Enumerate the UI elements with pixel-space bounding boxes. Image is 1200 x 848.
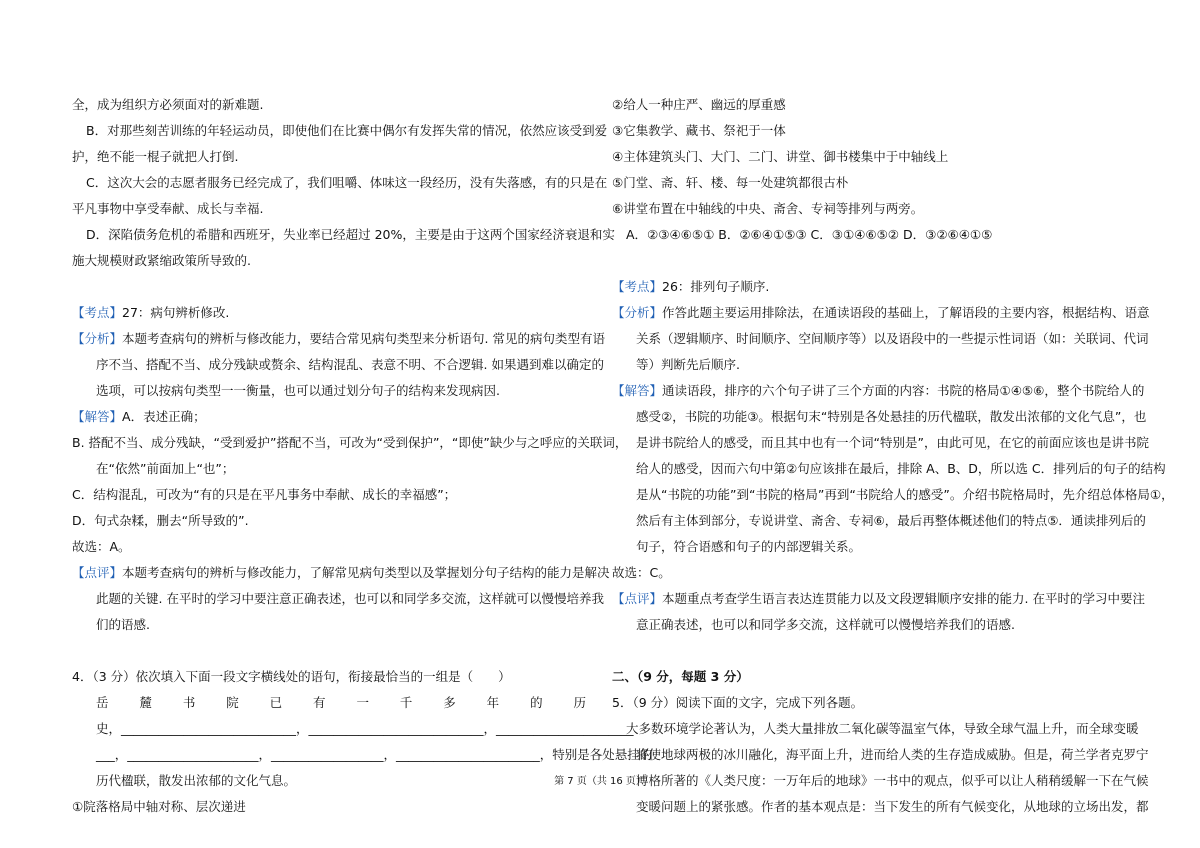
- kaodian-line: [72, 300, 592, 326]
- kaodian-text: 26：排列句子顺序.: [662, 279, 770, 294]
- question-4-stem: 4．（3 分）依次填入下面一段文字横线处的语句，衔接最恰当的一组是（ ）: [72, 669, 511, 684]
- jieda-line: [72, 404, 592, 430]
- jieda-cont: 给人的感受，因而六句中第②句应该排在最后，排除 A、B、D，所以选 C．排列后的句子的结构: [636, 461, 1166, 476]
- spaced-char: 千: [399, 695, 413, 710]
- choices-line: A．②③④⑥⑤① B．②⑥④①⑤③ C．③①④⑥⑤② D．③②⑥④①⑤: [626, 227, 993, 242]
- jieda-cont: 是从“书院的功能”到“书院的格局”再到“书院给人的感受”。介绍书院格局时，先介绍总体格局①，: [636, 487, 1174, 502]
- page-footer: 第 7 页（共 16 页）: [554, 776, 646, 787]
- answer-line: C．结构混乱，可改为“有的只是在平凡事务中奉献、成长的幸福感”；: [72, 487, 457, 502]
- spaced-char: 的: [530, 695, 543, 710]
- jieda-line: [612, 378, 1145, 404]
- fenxi-text: 作答此题主要运用排除法，在通读语段的基础上，了解语段的主要内容，根据结构、语意: [662, 305, 1150, 320]
- answer-line: B. 搭配不当、成分残缺，“受到爱护”搭配不当，可改为“受到保护”，“即使”缺少与之呼应的关联词，: [72, 435, 628, 450]
- question-5-stem: 5．（9 分）阅读下面的文字，完成下列各题。: [612, 695, 864, 710]
- answer-line: 故选：A。: [72, 539, 131, 554]
- section-heading: 二、（9 分，每题 3 分）: [612, 669, 749, 684]
- option-d: D．深陷债务危机的希腊和西班牙，失业率已经超过 20%，主要是由于这两个国家经济衰退和实: [86, 227, 615, 242]
- text-line: 平凡事物中享受奉献、成长与幸福.: [72, 201, 264, 216]
- kaodian-tag: 【考点】: [72, 305, 123, 320]
- jieda-cont: 是讲书院给人的感受，而且其中也有一个词“特别是”，由此可见，在它的前面应该也是讲书院: [636, 435, 1149, 450]
- option-3: ③它集教学、藏书、祭祀于一体: [612, 123, 786, 138]
- text-line: 历代楹联，散发出浓郁的文化气息。: [96, 773, 297, 788]
- passage-line: 大多数环境学论著认为，人类大量排放二氧化碳等温室气体，导致全球气温上升，而全球变暖: [626, 721, 1139, 736]
- answer-line: D．句式杂糅，删去“所导致的”.: [72, 513, 249, 528]
- kaodian-line: [612, 274, 1132, 300]
- fenxi-line: [612, 300, 1150, 326]
- question-4-spaced-line: [72, 690, 592, 716]
- fenxi-text: 本题考查病句的辨析与修改能力，要结合常见病句类型来分析语句. 常见的病句类型有语: [122, 331, 605, 346]
- spaced-char: 年: [486, 695, 500, 710]
- answer-line: 在“依然”前面加上“也”；: [96, 461, 235, 476]
- jieda-tag: 【解答】: [72, 409, 123, 424]
- jieda-cont: 句子，符合语感和句子的内部逻辑关系。: [636, 539, 862, 554]
- spaced-char: 有: [313, 695, 326, 710]
- dianping-text: 本题考查病句的辨析与修改能力，了解常见病句类型以及掌握划分句子结构的能力是解决: [122, 565, 610, 580]
- kaodian-tag: 【考点】: [612, 279, 663, 294]
- option-1: ①院落格局中轴对称、层次递进: [72, 799, 246, 814]
- text-line: 护，绝不能一棍子就把人打倒.: [72, 149, 239, 164]
- dianping-cont: 们的语感.: [96, 617, 150, 632]
- fenxi-cont: 选项，可以按病句类型一一衡量，也可以通过划分句子的结构来发现病因.: [96, 383, 500, 398]
- spaced-char: 已: [269, 695, 283, 710]
- spaced-char: 岳: [96, 695, 109, 710]
- fenxi-line: [72, 326, 605, 352]
- jieda-text: 通读语段，排序的六个句子讲了三个方面的内容：书院的格局①④⑤⑥，整个书院给人的: [662, 383, 1145, 398]
- dianping-tag: 【点评】: [612, 591, 663, 606]
- option-6: ⑥讲堂布置在中轴线的中央、斋舍、专祠等排列与两旁。: [612, 201, 924, 216]
- fenxi-tag: 【分析】: [612, 305, 663, 320]
- text-line: 全，成为组织方必须面对的新难题.: [72, 97, 264, 112]
- spaced-char: 书: [182, 695, 196, 710]
- jieda-text: A．表述正确；: [122, 409, 206, 424]
- spaced-char: 多: [443, 695, 456, 710]
- kaodian-text: 27：病句辨析修改.: [122, 305, 230, 320]
- option-b: B．对那些刻苦训练的年轻运动员，即使他们在比赛中偶尔有发挥失常的情况，依然应该受到爱: [86, 123, 608, 138]
- spaced-char: 麓: [139, 695, 152, 710]
- jieda-tag: 【解答】: [612, 383, 663, 398]
- dianping-tag: 【点评】: [72, 565, 123, 580]
- dianping-cont: 此题的关键. 在平时的学习中要注意正确表述，也可以和同学多交流，这样就可以慢慢培养我: [96, 591, 604, 606]
- jieda-cont: 感受②，书院的功能③。根据句末“特别是各处悬挂的历代楹联，散发出浓郁的文化气息”，也: [636, 409, 1147, 424]
- option-5: ⑤门堂、斋、轩、楼、每一处建筑都很古朴: [612, 175, 849, 190]
- fenxi-cont: 关系（逻辑顺序、时间顺序、空间顺序等）以及语段中的一些提示性词语（如：关联词、代词: [636, 331, 1149, 346]
- blank-line: 史，____________________________，____________________________，______________________: [96, 721, 634, 736]
- spaced-char: 一: [356, 695, 369, 710]
- passage-line: 将使地球两极的冰川融化，海平面上升，进而给人类的生存造成威胁。但是，荷兰学者克罗宁: [636, 747, 1149, 762]
- dianping-line: [612, 586, 1145, 612]
- dianping-text: 本题重点考查学生语言表达连贯能力以及文段逻辑顺序安排的能力. 在平时的学习中要注: [662, 591, 1145, 606]
- right-column: [612, 92, 1174, 820]
- spaced-char: 院: [226, 695, 239, 710]
- fenxi-cont: 等）判断先后顺序.: [636, 357, 740, 372]
- dianping-line: [72, 560, 610, 586]
- dianping-cont: 意正确表述，也可以和同学多交流，这样就可以慢慢培养我们的语感.: [636, 617, 1015, 632]
- fenxi-cont: 序不当、搭配不当、成分残缺或赘余、结构混乱、表意不明、不合逻辑. 如果遇到难以确定的: [96, 357, 604, 372]
- option-c: C．这次大会的志愿者服务已经完成了，我们咀嚼、体味这一段经历，没有失落感，有的只是在: [86, 175, 608, 190]
- answer-choice: 故选：C。: [612, 565, 671, 580]
- option-4: ④主体建筑头门、大门、二门、讲堂、御书楼集中于中轴线上: [612, 149, 949, 164]
- passage-line: 博格所著的《人类尺度：一万年后的地球》一书中的观点，似乎可以让人稍稍缓解一下在气候: [636, 773, 1149, 788]
- fenxi-tag: 【分析】: [72, 331, 123, 346]
- blank-line: ___，_____________________，__________________，_______________________，特别是各处悬挂的: [96, 747, 653, 762]
- option-2: ②给人一种庄严、幽远的厚重感: [612, 97, 786, 112]
- text-line: 施大规模财政紧缩政策所导致的.: [72, 253, 251, 268]
- spaced-char: 历: [573, 695, 586, 710]
- jieda-cont: 然后有主体到部分，专说讲堂、斋舍、专祠⑥，最后再整体概述他们的特点⑤．通读排列后的: [636, 513, 1146, 528]
- passage-line: 变暖问题上的紧张感。作者的基本观点是：当下发生的所有气候变化，从地球的立场出发，都: [636, 799, 1149, 814]
